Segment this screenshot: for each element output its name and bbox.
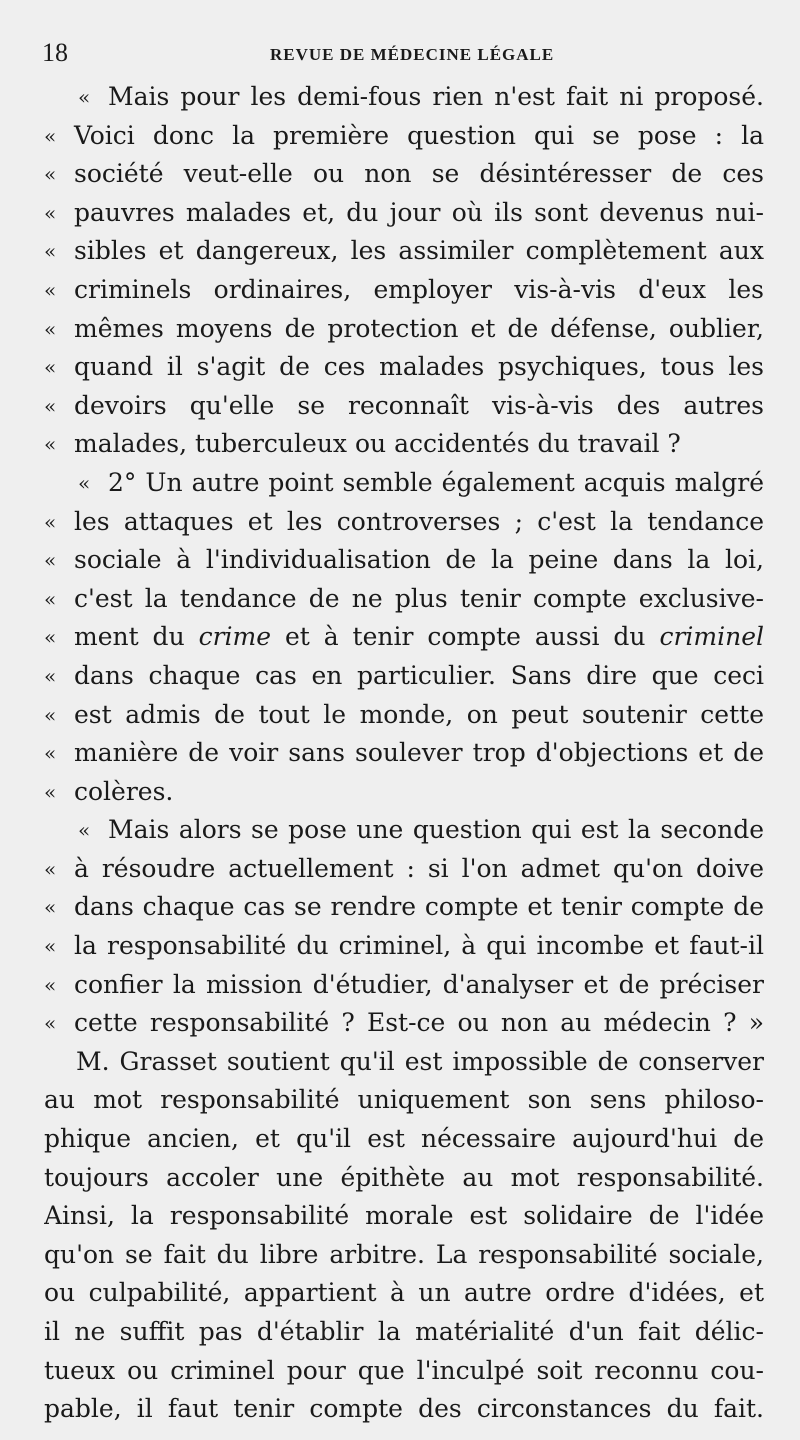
text-line	[44, 580, 764, 619]
quote-mark: «	[44, 934, 57, 959]
quote-mark: «	[44, 355, 57, 380]
quote-mark: «	[44, 277, 57, 302]
line-text: malades, tuberculeux ou accidentés du travail ?	[74, 429, 681, 459]
quote-mark: «	[44, 162, 57, 187]
body-text	[44, 78, 764, 1429]
quote-mark: «	[44, 1011, 57, 1036]
quote-mark: «	[44, 779, 57, 804]
line-text: pauvres malades et, du jour où ils sont devenus nui-	[74, 197, 764, 227]
text-line	[44, 117, 764, 156]
line-text: tueux ou criminel pour que l'inculpé soit reconnu cou-	[44, 1355, 764, 1385]
text-line	[44, 464, 764, 503]
text-line	[44, 78, 764, 117]
quote-mark: «	[44, 239, 57, 264]
page-header	[42, 38, 762, 68]
line-text: dans chaque cas se rendre compte et tenir compte de	[74, 892, 764, 922]
line-text: les attaques et les controverses ; c'est la tendance	[74, 506, 764, 536]
quote-mark: «	[44, 200, 57, 225]
text-line	[44, 271, 764, 310]
quote-mark: «	[44, 393, 57, 418]
line-text: phique ancien, et qu'il est nécessaire aujourd'hui de	[44, 1124, 764, 1154]
quote-mark: «	[44, 663, 57, 688]
line-text: Mais alors se pose une question qui est la seconde	[108, 815, 764, 845]
text-line	[44, 1236, 764, 1275]
quote-mark: «	[44, 972, 57, 997]
text-line	[44, 541, 764, 580]
line-text: sociale à l'individualisation de la peine dans la loi,	[74, 545, 764, 575]
line-text	[74, 618, 764, 657]
italic-term: criminel	[659, 622, 764, 652]
text-line	[44, 927, 764, 966]
line-text: dans chaque cas en particulier. Sans dire que ceci	[74, 660, 764, 690]
line-text: M. Grasset soutient qu'il est impossible de conserver	[76, 1046, 764, 1076]
line-text: ou culpabilité, appartient à un autre ordre d'idées, et	[44, 1278, 764, 1308]
text-line	[44, 310, 764, 349]
text-line	[44, 773, 764, 812]
text-line	[44, 1352, 764, 1391]
quote-mark: «	[44, 509, 57, 534]
text-line	[44, 734, 764, 773]
line-text: devoirs qu'elle se reconnaît vis-à-vis des autres	[74, 390, 764, 420]
line-text: à résoudre actuellement : si l'on admet qu'on doive	[74, 853, 764, 883]
text-line	[44, 657, 764, 696]
line-text: qu'on se fait du libre arbitre. La responsabilité sociale,	[44, 1239, 764, 1269]
italic-term: crime	[198, 622, 272, 652]
text-line	[44, 1159, 764, 1198]
text-line	[44, 232, 764, 271]
text-line	[44, 888, 764, 927]
text-line	[44, 155, 764, 194]
text-line	[44, 194, 764, 233]
line-text: Voici donc la première question qui se pose : la	[74, 120, 764, 150]
text-line	[44, 618, 764, 657]
quote-mark: «	[44, 548, 57, 573]
text-line	[44, 425, 764, 464]
line-text: la responsabilité du criminel, à qui incombe et faut-il	[74, 931, 764, 961]
line-text: il ne suffit pas d'établir la matérialité d'un fait délic-	[44, 1317, 764, 1346]
line-text: pable, il faut tenir compte des circonstances du fait.	[44, 1394, 764, 1424]
line-text: manière de voir sans soulever trop d'objections et de	[74, 738, 764, 768]
quote-mark: «	[44, 625, 57, 650]
line-text: mêmes moyens de protection et de défense, oublier,	[74, 313, 764, 343]
quote-mark: «	[44, 316, 57, 341]
text-line	[44, 696, 764, 735]
text-line	[44, 1081, 764, 1120]
text-line	[44, 1274, 764, 1313]
line-text: au mot responsabilité uniquement son sens philoso-	[44, 1085, 764, 1115]
line-text: Ainsi, la responsabilité morale est solidaire de l'idée	[44, 1201, 764, 1231]
text-line	[44, 1390, 764, 1429]
line-text: 2° Un autre point semble également acquis malgré	[108, 467, 764, 497]
line-text: criminels ordinaires, employer vis-à-vis d'eux les	[74, 274, 764, 304]
quote-mark: «	[44, 432, 57, 457]
quote-mark: «	[44, 586, 57, 611]
text-line	[44, 966, 764, 1005]
line-text: est admis de tout le monde, on peut soutenir cette	[74, 699, 764, 729]
line-text: colères.	[74, 776, 174, 806]
quote-mark: «	[44, 895, 57, 920]
quote-mark: «	[44, 856, 57, 881]
text-line	[44, 1197, 764, 1236]
quote-mark: «	[44, 741, 57, 766]
text-line	[44, 503, 764, 542]
quote-mark: «	[44, 123, 57, 148]
line-text: cette responsabilité ? Est-ce ou non au médecin ? »	[74, 1008, 764, 1038]
text-line	[44, 1313, 764, 1352]
text-line	[44, 1043, 764, 1082]
text-line	[44, 387, 764, 426]
line-text: confier la mission d'étudier, d'analyser et de préciser	[74, 969, 764, 999]
running-head: REVUE DE MÉDECINE LÉGALE	[270, 45, 555, 64]
text-fragment: et à tenir compte aussi du	[271, 622, 660, 652]
quote-mark: «	[44, 702, 57, 727]
text-line	[44, 1120, 764, 1159]
line-text: sibles et dangereux, les assimiler complètement aux	[74, 236, 764, 266]
text-line	[44, 348, 764, 387]
text-line	[44, 1004, 764, 1043]
line-text: quand il s'agit de ces malades psychiques, tous les	[74, 352, 764, 382]
line-text: toujours accoler une épithète au mot responsabilité.	[44, 1162, 764, 1192]
page-number: 18	[42, 38, 68, 67]
line-text: c'est la tendance de ne plus tenir compte exclusive-	[74, 583, 764, 613]
quote-mark: «	[78, 818, 91, 843]
text-line	[44, 850, 764, 889]
quote-mark: «	[78, 85, 91, 109]
text-fragment: ment du	[74, 622, 199, 652]
text-line	[44, 811, 764, 850]
quote-mark: «	[78, 470, 91, 495]
line-text: société veut-elle ou non se désintéresser de ces	[74, 159, 764, 189]
line-text: Mais pour les demi-fous rien n'est fait ni proposé.	[108, 82, 764, 111]
